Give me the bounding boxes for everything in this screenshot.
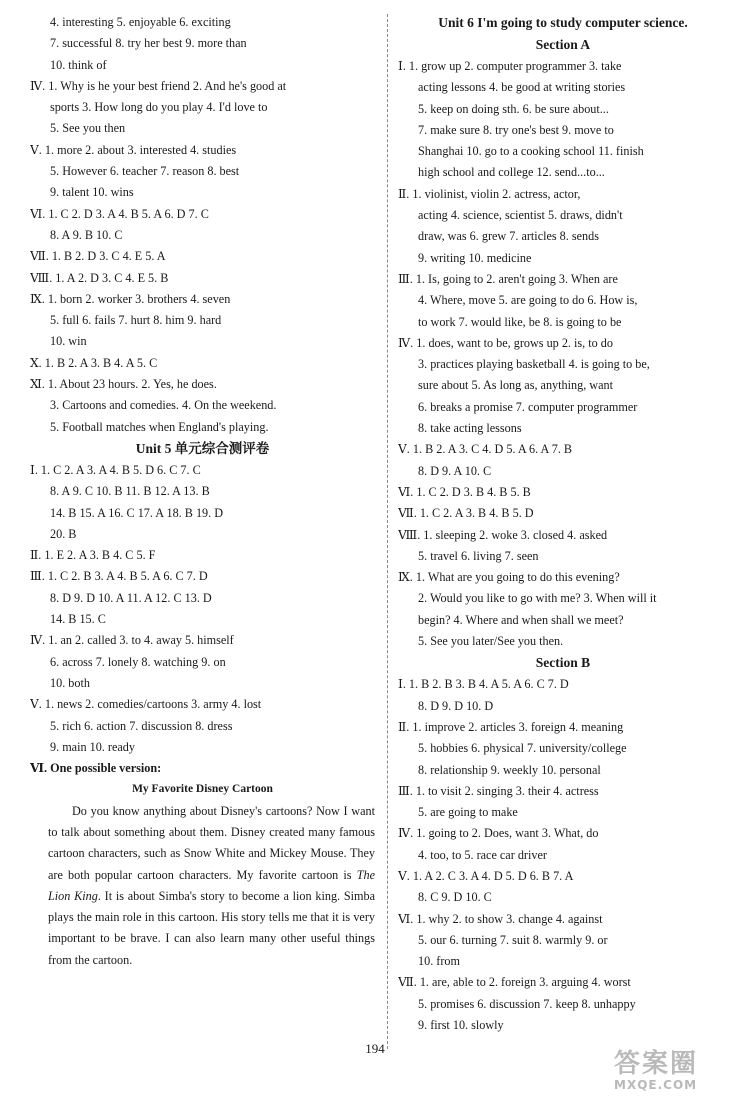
answer-line: 9. writing 10. medicine — [418, 250, 532, 265]
answer-line: 5. travel 6. living 7. seen — [418, 548, 539, 563]
answer-line: 6. across 7. lonely 8. watching 9. on — [50, 654, 226, 669]
answer-line: 5. our 6. turning 7. suit 8. warmly 9. or — [418, 932, 608, 947]
answer-line: Ⅱ. 1. improve 2. articles 3. foreign 4. meaning — [398, 719, 624, 734]
answer-line: Ⅷ. 1. A 2. D 3. C 4. E 5. B — [30, 270, 169, 285]
answer-line: 9. main 10. ready — [50, 739, 135, 754]
page-number: 194 — [365, 1041, 385, 1056]
answer-line: 5. Football matches when England's playing. — [50, 419, 269, 434]
answer-line: Ⅳ. 1. an 2. called 3. to 4. away 5. himself — [30, 633, 234, 648]
answer-line: Ⅰ. 1. B 2. B 3. B 4. A 5. A 6. C 7. D — [398, 677, 569, 692]
answer-line: 9. first 10. slowly — [418, 1018, 504, 1033]
answer-line: sure about 5. As long as, anything, want — [418, 378, 613, 393]
site-watermark-logo: 答案圈 MXQE.COM — [614, 1049, 699, 1092]
column-divider — [387, 14, 388, 1049]
answer-line: 5. rich 6. action 7. discussion 8. dress — [50, 718, 233, 733]
answer-line: 5. full 6. fails 7. hurt 8. him 9. hard — [50, 313, 222, 328]
answer-line: Ⅲ. 1. to visit 2. singing 3. their 4. actress — [398, 783, 599, 798]
answer-line: Ⅺ. 1. About 23 hours. 2. Yes, he does. — [30, 377, 217, 392]
answer-line: 3. practices playing basketball 4. is going to be, — [418, 357, 650, 372]
answer-line: Ⅸ. 1. born 2. worker 3. brothers 4. seven — [30, 291, 231, 306]
answer-line: to work 7. would like, be 8. is going to be — [418, 314, 622, 329]
section-a-answers — [398, 56, 728, 652]
answer-line: 9. talent 10. wins — [50, 185, 134, 200]
unit4-answers-continued — [30, 12, 375, 438]
answer-line: 8. take acting lessons — [418, 421, 522, 436]
answer-line: 10. win — [50, 334, 87, 349]
answer-line: 14. B 15. C — [50, 612, 106, 627]
unit6-title: Unit 6 I'm going to study computer science. — [438, 15, 688, 30]
answer-line: Ⅴ. 1. more 2. about 3. interested 4. studies — [30, 142, 237, 157]
answer-line: sports 3. How long do you play 4. I'd love to — [50, 100, 268, 115]
answer-line: Ⅰ. 1. C 2. A 3. A 4. B 5. D 6. C 7. C — [30, 462, 201, 477]
answer-line: Ⅴ. 1. B 2. A 3. C 4. D 5. A 6. A 7. B — [398, 442, 573, 457]
answer-line: 8. A 9. B 10. C — [50, 227, 123, 242]
answer-line: Ⅰ. 1. grow up 2. computer programmer 3. take — [398, 59, 622, 73]
answer-line: Ⅴ. 1. A 2. C 3. A 4. D 5. D 6. B 7. A — [398, 868, 574, 883]
answer-line: 10. from — [418, 954, 460, 969]
essay-text-2: . It is about Simba's story to become a lion king. Simba plays the main role in this cartoon. His story tells me that it is very important to be brave. I can also learn many other useful things from the cartoon. — [48, 888, 375, 967]
answer-line: Ⅳ. 1. does, want to be, grows up 2. is, to do — [398, 335, 613, 350]
answer-line: acting lessons 4. be good at writing stories — [418, 80, 626, 95]
answer-line: Ⅸ. 1. What are you going to do this evening? — [398, 570, 620, 585]
answer-line: Ⅶ. 1. B 2. D 3. C 4. E 5. A — [30, 249, 166, 264]
answer-line: 8. D 9. D 10. A 11. A 12. C 13. D — [50, 590, 212, 605]
left-column — [30, 12, 375, 971]
answer-line: Ⅱ. 1. violinist, violin 2. actress, actor, — [398, 186, 581, 201]
answer-line: 4. interesting 5. enjoyable 6. exciting — [50, 15, 231, 29]
answer-line: Ⅶ. 1. C 2. A 3. B 4. B 5. D — [398, 506, 534, 521]
answer-line: 4. too, to 5. race car driver — [418, 847, 547, 862]
writing-section-label: Ⅵ. One possible version: — [30, 761, 162, 776]
section-b-answers — [398, 674, 728, 1036]
answer-line: Ⅷ. 1. sleeping 2. woke 3. closed 4. asked — [398, 527, 608, 542]
answer-line: 10. think of — [50, 57, 107, 72]
answer-line: 8. D 9. A 10. C — [418, 463, 492, 478]
answer-line: Ⅳ. 1. Why is he your best friend 2. And he's good at — [30, 78, 287, 93]
answer-line: 20. B — [50, 526, 77, 541]
answer-line: 5. promises 6. discussion 7. keep 8. unhappy — [418, 996, 636, 1011]
answer-line: Ⅲ. 1. Is, going to 2. aren't going 3. When are — [398, 271, 618, 286]
answer-line: 8. A 9. C 10. B 11. B 12. A 13. B — [50, 484, 210, 499]
unit5-test-answers — [30, 460, 375, 758]
answer-line: 7. make sure 8. try one's best 9. move to — [418, 122, 614, 137]
answer-line: 5. keep on doing sth. 6. be sure about... — [418, 101, 609, 116]
answer-line: 5. hobbies 6. physical 7. university/college — [418, 741, 627, 756]
answer-line: 14. B 15. A 16. C 17. A 18. B 19. D — [50, 505, 224, 520]
answer-line: begin? 4. Where and when shall we meet? — [418, 612, 624, 627]
answer-line: Ⅴ. 1. news 2. comedies/cartoons 3. army 4. lost — [30, 697, 262, 712]
answer-line: Ⅵ. 1. C 2. D 3. B 4. B 5. B — [398, 484, 531, 499]
answer-line: 5. However 6. teacher 7. reason 8. best — [50, 164, 240, 179]
answer-line: 2. Would you like to go with me? 3. When will it — [418, 591, 657, 606]
answer-line: 5. are going to make — [418, 805, 518, 820]
answer-line: Ⅵ. 1. C 2. D 3. A 4. B 5. A 6. D 7. C — [30, 206, 209, 221]
answer-line: 7. successful 8. try her best 9. more than — [50, 36, 247, 51]
essay-title: My Favorite Disney Cartoon — [132, 783, 273, 796]
answer-line: 5. See you later/See you then. — [418, 634, 564, 649]
answer-line: Ⅹ. 1. B 2. A 3. B 4. A 5. C — [30, 355, 158, 370]
answer-line: draw, was 6. grew 7. articles 8. sends — [418, 229, 599, 244]
answer-line: 6. breaks a promise 7. computer programmer — [418, 399, 638, 414]
essay-cartoon-title: The Lion King — [48, 867, 375, 903]
unit5-test-title: Unit 5 单元综合测评卷 — [135, 440, 270, 456]
answer-line: Ⅲ. 1. C 2. B 3. A 4. B 5. A 6. C 7. D — [30, 569, 208, 584]
answer-line: high school and college 12. send...to... — [418, 165, 605, 180]
answer-line: 5. See you then — [50, 121, 126, 136]
answer-line: 8. relationship 9. weekly 10. personal — [418, 762, 601, 777]
answer-line: 10. both — [50, 675, 90, 690]
answer-line: Ⅳ. 1. going to 2. Does, want 3. What, do — [398, 826, 599, 841]
right-column — [398, 12, 728, 1036]
answer-line: acting 4. science, scientist 5. draws, didn't — [418, 208, 623, 223]
essay-text-1: Do you know anything about Disney's cartoons? Now I want to talk about something about them. Disney created many famous cartoon characters, such as Snow White and Mickey Mouse. They are both popular cartoon characters. My favorite cartoon is — [48, 803, 375, 882]
answer-line: 8. C 9. D 10. C — [418, 890, 492, 905]
answer-line: Ⅶ. 1. are, able to 2. foreign 3. arguing 4. worst — [398, 975, 631, 990]
answer-line: 3. Cartoons and comedies. 4. On the weekend. — [50, 398, 277, 413]
answer-line: Ⅱ. 1. E 2. A 3. B 4. C 5. F — [30, 548, 156, 563]
section-b-title: Section B — [535, 655, 591, 671]
answer-line: Ⅵ. 1. why 2. to show 3. change 4. against — [398, 911, 603, 926]
sample-essay — [30, 801, 375, 971]
section-a-title: Section A — [535, 37, 591, 52]
answer-line: Shanghai 10. go to a cooking school 11. finish — [418, 144, 644, 159]
answer-line: 8. D 9. D 10. D — [418, 698, 494, 713]
answer-line: 4. Where, move 5. are going to do 6. How is, — [418, 293, 638, 308]
